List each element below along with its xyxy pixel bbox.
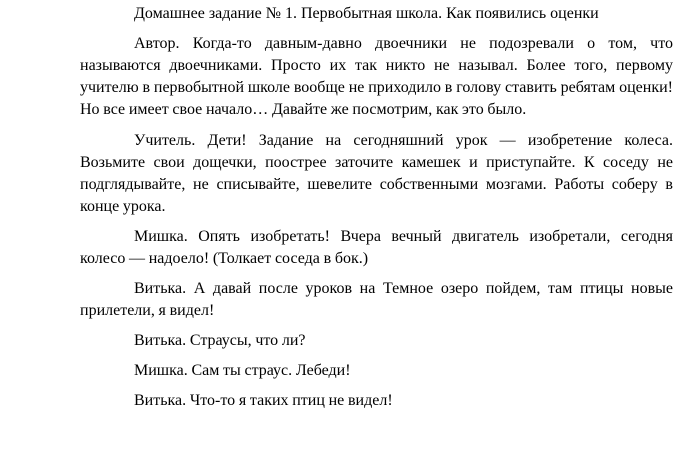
paragraph-vitka-1: Витька. А давай после уроков на Темное озеро пойдем, там птицы новые прилетели, я видел!: [80, 280, 673, 319]
paragraph-vitka-3: Витька. Что-то я таких птиц не видел!: [134, 392, 393, 409]
paragraph-author: Автор. Когда-то давным-давно двоечники не подозревали о том, что называются двоечниками. Просто их так никто не называл. Более того, первому учителю в первобытной школе вообще не приходило в голову ставить ребятам оценки! Но все имеет свое начало… Давайте же посмотрим, как это было.: [80, 35, 673, 118]
paragraph-mishka-2: Мишка. Сам ты страус. Лебеди!: [134, 362, 351, 379]
paragraph-mishka-1: Мишка. Опять изобретать! Вчера вечный двигатель изобретали, сегодня колесо — надоело! (Толкает соседа в бок.): [80, 228, 673, 267]
document-title: Домашнее задание № 1. Первобытная школа. Как появились оценки: [134, 5, 599, 22]
paragraph-teacher: Учитель. Дети! Задание на сегодняшний урок — изобретение колеса. Возьмите свои дощечки, поострее заточите камешек и приступайте. К соседу не подглядывайте, не списывайте, шевелите собственными мозгами. Работы соберу в конце урока.: [80, 132, 673, 215]
paragraph-vitka-2: Витька. Страусы, что ли?: [134, 332, 306, 349]
